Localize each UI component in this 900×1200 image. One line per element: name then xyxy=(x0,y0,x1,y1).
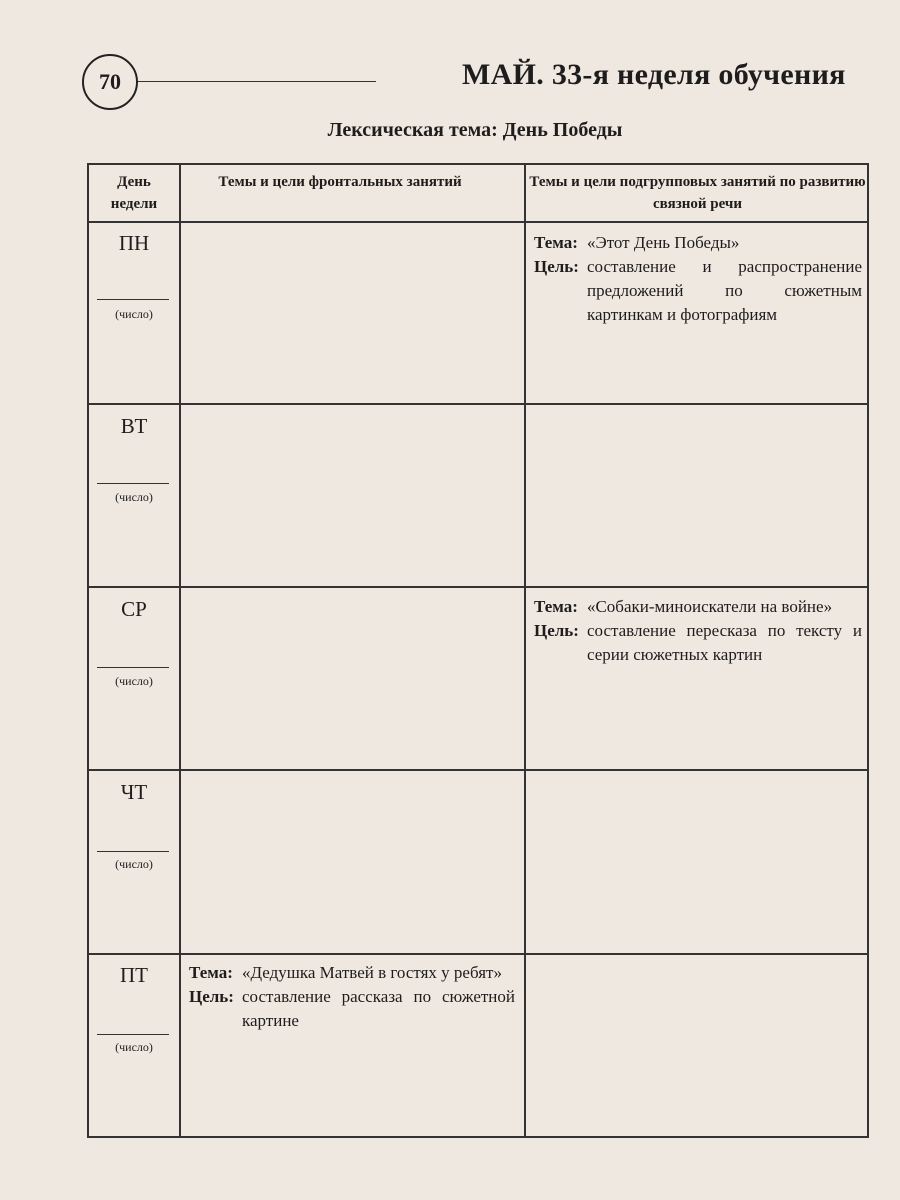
subgroup-lesson-wed xyxy=(534,595,862,667)
theme-text: «Дедушка Матвей в гостях у ребят» xyxy=(241,963,502,982)
page-title: МАЙ. 33-я неделя обучения xyxy=(462,58,846,91)
day-label-tue: ВТ xyxy=(120,414,148,438)
schedule-table xyxy=(87,163,869,1138)
header-rule xyxy=(138,81,376,82)
date-line xyxy=(97,851,169,852)
date-line xyxy=(97,667,169,668)
row-divider xyxy=(89,586,867,588)
row-divider xyxy=(89,769,867,771)
column-divider xyxy=(524,165,526,1136)
goal-label: Цель: xyxy=(534,621,579,640)
lexical-theme xyxy=(0,119,900,142)
column-header-subgroup: Темы и цели подгрупповых занятий по развитию связной речи xyxy=(529,174,866,212)
goal-text: составление пересказа по тексту и серии сюжетных картин xyxy=(586,621,862,664)
date-line xyxy=(97,1034,169,1035)
header-divider xyxy=(89,221,867,223)
date-line xyxy=(97,483,169,484)
theme-text: «Этот День Победы» xyxy=(586,233,740,252)
theme-label: Тема: xyxy=(534,233,578,252)
goal-text: составление и распространение предложений по сюжетным картинкам и фотографиям xyxy=(586,257,862,324)
date-caption: (число) xyxy=(115,490,153,504)
date-caption: (число) xyxy=(115,857,153,871)
day-label-mon: ПН xyxy=(118,231,150,255)
column-header-frontal: Темы и цели фронтальных занятий xyxy=(218,174,462,190)
date-caption: (число) xyxy=(115,674,153,688)
lexical-theme-value: День Победы xyxy=(502,119,623,141)
theme-text: «Собаки-миноискатели на войне» xyxy=(586,597,833,616)
page-number: 70 xyxy=(82,54,138,110)
day-label-thu: ЧТ xyxy=(120,780,148,804)
goal-label: Цель: xyxy=(534,257,579,276)
date-caption: (число) xyxy=(115,1040,153,1054)
column-divider xyxy=(179,165,181,1136)
date-line xyxy=(97,299,169,300)
row-divider xyxy=(89,953,867,955)
goal-label: Цель: xyxy=(189,987,234,1006)
theme-label: Тема: xyxy=(534,597,578,616)
theme-label: Тема: xyxy=(189,963,233,982)
lexical-theme-label: Лексическая тема: xyxy=(327,119,498,141)
column-header-day: День недели xyxy=(110,174,158,212)
goal-text: составление рассказа по сюжетной картине xyxy=(241,987,515,1030)
day-label-wed: СР xyxy=(121,597,147,621)
row-divider xyxy=(89,403,867,405)
frontal-lesson-fri xyxy=(189,961,515,1033)
date-caption: (число) xyxy=(115,307,153,321)
day-label-fri: ПТ xyxy=(120,963,148,987)
subgroup-lesson-mon xyxy=(534,231,862,327)
